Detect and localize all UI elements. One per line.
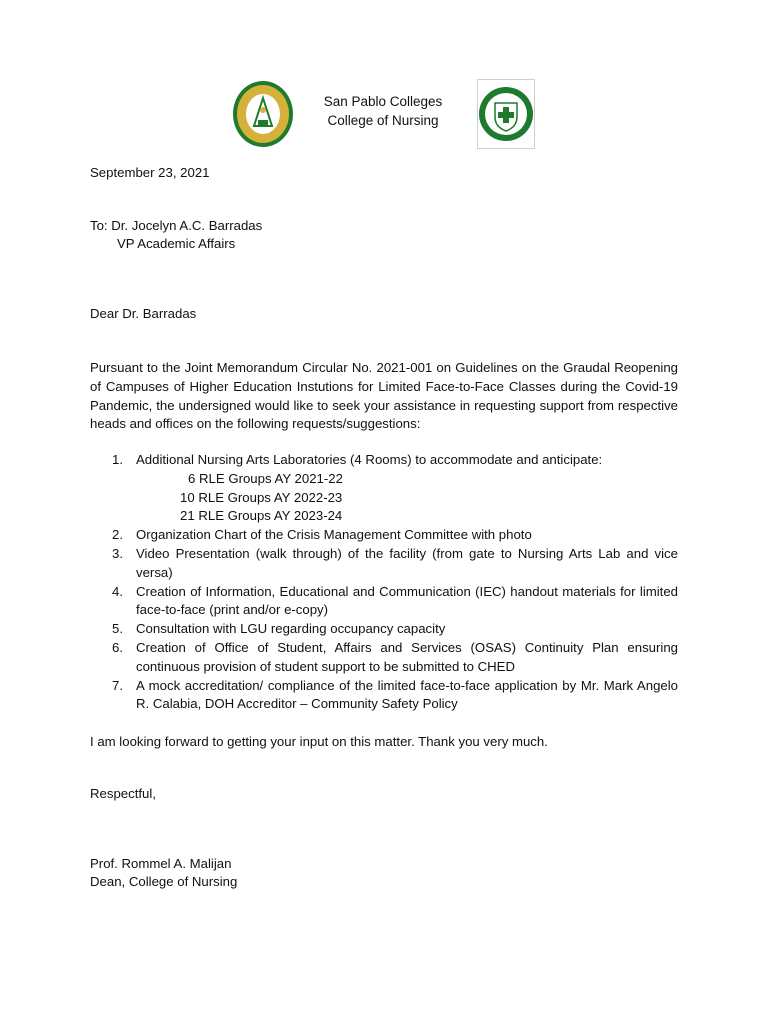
list-number: 3. <box>112 545 123 561</box>
signatory-title: Dean, College of Nursing <box>90 874 238 889</box>
recipient-title: VP Academic Affairs <box>117 236 236 251</box>
list-item <box>90 545 678 583</box>
department-name: College of Nursing <box>327 113 439 128</box>
requests-list <box>90 451 678 714</box>
college-of-nursing-seal <box>477 79 535 149</box>
salutation: Dear Dr. Barradas <box>90 306 197 321</box>
list-number: 1. <box>112 452 123 467</box>
san-pablo-colleges-seal <box>232 80 294 148</box>
sub-item: 21 RLE Groups AY 2023-24 <box>180 508 343 524</box>
list-number: 4. <box>112 583 123 599</box>
complimentary-close: Respectful, <box>90 786 156 801</box>
list-item-text: Additional Nursing Arts Laboratories (4 Rooms) to accommodate and anticipate: <box>136 452 603 467</box>
list-item <box>90 526 678 545</box>
sub-item: 6 RLE Groups AY 2021-22 <box>188 470 343 486</box>
list-item <box>90 583 678 621</box>
list-item-text: Creation of Office of Student, Affairs and Services (OSAS) Continuity Plan ensuring continuous provision of student support to be submitted to CHED <box>136 639 678 674</box>
closing-line: I am looking forward to getting your input on this matter. Thank you very much. <box>90 734 548 749</box>
list-item-text: Consultation with LGU regarding occupancy capacity <box>136 621 446 637</box>
list-number: 2. <box>112 527 123 543</box>
list-item <box>90 451 678 526</box>
list-item-text: A mock accreditation/ compliance of the limited face-to-face application by Mr. Mark Angelo R. Calabia, DOH Accreditor – Community Safety Policy <box>136 677 678 712</box>
list-item-text: Video Presentation (walk through) of the facility (from gate to Nursing Arts Lab and vice versa) <box>136 545 678 580</box>
body-paragraph: Pursuant to the Joint Memorandum Circular No. 2021-001 on Guidelines on the Graudal Reopening of Campuses of Higher Education Instutions for Limited Face-to-Face Classes during the Covid-19 Pandemic, the undersigned would like to seek your assistance in requesting support from respective heads and offices on the following requests/suggestions: <box>90 360 678 432</box>
list-item-text: Organization Chart of the Crisis Management Committee with photo <box>136 527 532 543</box>
list-number: 7. <box>112 677 123 693</box>
sub-item: 10 RLE Groups AY 2022-23 <box>180 489 343 505</box>
institution-name: San Pablo Colleges <box>323 94 443 109</box>
list-item <box>90 620 678 639</box>
letterhead-text <box>300 92 466 130</box>
list-item-text: Creation of Information, Educational and Communication (IEC) handout materials for limited face-to-face (print and/or e-copy) <box>136 583 678 618</box>
list-number: 6. <box>112 639 123 655</box>
list-item <box>90 677 678 715</box>
list-item <box>90 639 678 677</box>
letter-date: September 23, 2021 <box>90 165 210 180</box>
signatory-name: Prof. Rommel A. Malijan <box>90 856 232 871</box>
list-number: 5. <box>112 621 123 637</box>
recipient-line: To: Dr. Jocelyn A.C. Barradas <box>90 218 263 233</box>
